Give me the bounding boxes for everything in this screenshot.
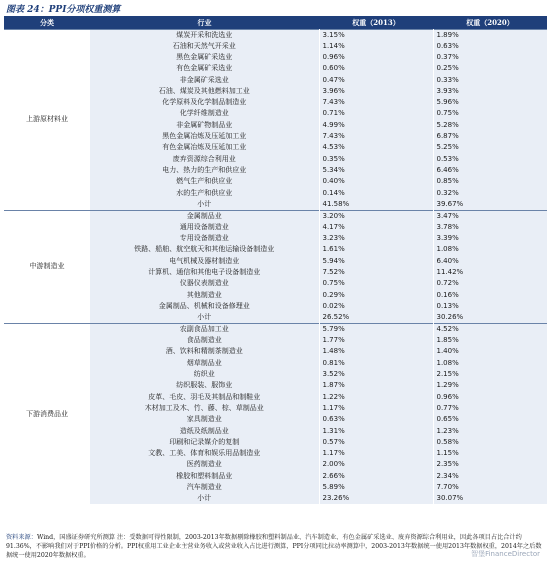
industry-cell: 非金属矿采选业 [90, 74, 319, 85]
industry-cell: 计算机、通信和其他电子设备制造业 [90, 267, 319, 278]
weight-2013-cell: 0.35% [319, 153, 433, 164]
subtotal-label: 小计 [90, 312, 319, 324]
weight-2013-cell: 0.75% [319, 278, 433, 289]
weight-2020-cell: 5.28% [433, 120, 547, 131]
weight-2013-cell: 3.20% [319, 210, 433, 222]
weight-2013-cell: 1.17% [319, 403, 433, 414]
industry-cell: 铁路、船舶、航空航天和其他运输设备制造业 [90, 244, 319, 255]
weight-2013-cell: 1.61% [319, 244, 433, 255]
industry-cell: 造纸及纸制品业 [90, 425, 319, 436]
weight-2020-cell: 0.85% [433, 176, 547, 187]
industry-cell: 仪器仪表制造业 [90, 278, 319, 289]
weight-2013-cell: 1.22% [319, 392, 433, 403]
weight-2020-cell: 6.87% [433, 131, 547, 142]
industry-cell: 通用设备制造业 [90, 222, 319, 233]
weight-2013-cell: 7.43% [319, 97, 433, 108]
industry-cell: 印刷和记录媒介的复制 [90, 437, 319, 448]
weight-2020-cell: 0.96% [433, 392, 547, 403]
subtotal-2020: 30.07% [433, 493, 547, 504]
industry-cell: 非金属矿物制品业 [90, 120, 319, 131]
weight-2013-cell: 0.02% [319, 301, 433, 312]
weight-2013-cell: 7.43% [319, 131, 433, 142]
industry-cell: 汽车制造业 [90, 482, 319, 493]
weight-2020-cell: 1.23% [433, 425, 547, 436]
table-row [4, 29, 547, 41]
industry-cell: 黑色金属冶炼及压延加工业 [90, 131, 319, 142]
weight-2013-cell: 0.40% [319, 176, 433, 187]
weight-2020-cell: 0.13% [433, 301, 547, 312]
weight-2020-cell: 2.15% [433, 369, 547, 380]
industry-cell: 医药制造业 [90, 459, 319, 470]
table-body [4, 29, 547, 504]
weight-2020-cell: 1.08% [433, 244, 547, 255]
weight-2020-cell: 3.78% [433, 222, 547, 233]
weight-2013-cell: 3.15% [319, 29, 433, 41]
weight-2020-cell: 0.72% [433, 278, 547, 289]
weight-2020-cell: 1.08% [433, 358, 547, 369]
table-row [4, 210, 547, 222]
weight-2013-cell: 0.14% [319, 187, 433, 198]
weight-2013-cell: 5.89% [319, 482, 433, 493]
source-label: 资料来源： [6, 534, 37, 541]
weight-2020-cell: 7.70% [433, 482, 547, 493]
weight-2020-cell: 3.47% [433, 210, 547, 222]
industry-cell: 纺织服装、服饰业 [90, 380, 319, 391]
industry-cell: 家具制造业 [90, 414, 319, 425]
weight-2020-cell: 0.75% [433, 108, 547, 119]
weight-2020-cell: 1.15% [433, 448, 547, 459]
industry-cell: 纺织业 [90, 369, 319, 380]
subtotal-label: 小计 [90, 493, 319, 504]
weight-2020-cell: 3.39% [433, 233, 547, 244]
weight-2013-cell: 1.14% [319, 41, 433, 52]
weight-2020-cell: 5.96% [433, 97, 547, 108]
header-industry: 行业 [90, 16, 319, 29]
weight-2013-cell: 0.60% [319, 63, 433, 74]
weight-2020-cell: 0.33% [433, 74, 547, 85]
industry-cell: 食品制造业 [90, 335, 319, 346]
industry-cell: 金属制品业 [90, 210, 319, 222]
source-text: Wind，国盛证券研究所测算 注：受数据可得性限制，2003-2013年数据剔除橡胶和塑料制品业、汽车制造业、有色金属矿采选业、废弃资源综合利用业，因此各项目占比合计约91.36%，不影响我们对于PPI价格的分析。PPI权重用工业企业主营业务收入或营业收入占比进行测算，PPI分项同比拉动率测算中，2003-2013年数据统一使用2013年数据权重，2014年之后数据统一使用2020年数据权重。 [6, 534, 542, 560]
weight-2013-cell: 5.79% [319, 324, 433, 336]
weight-2013-cell: 0.71% [319, 108, 433, 119]
weight-2020-cell: 1.89% [433, 29, 547, 41]
industry-cell: 燃气生产和供应业 [90, 176, 319, 187]
weight-2013-cell: 2.66% [319, 471, 433, 482]
weight-2020-cell: 4.52% [433, 324, 547, 336]
weight-2020-cell: 3.93% [433, 86, 547, 97]
subtotal-2013: 41.58% [319, 199, 433, 211]
weight-2013-cell: 0.81% [319, 358, 433, 369]
weight-2020-cell: 1.29% [433, 380, 547, 391]
category-cell: 上游原材料业 [26, 115, 68, 124]
weight-2013-cell: 1.17% [319, 448, 433, 459]
table-row [4, 324, 547, 336]
weight-2020-cell: 6.46% [433, 165, 547, 176]
weight-2020-cell: 0.25% [433, 63, 547, 74]
industry-cell: 化学原料及化学制品制造业 [90, 97, 319, 108]
industry-cell: 烟草制品业 [90, 358, 319, 369]
industry-cell: 有色金属矿采选业 [90, 63, 319, 74]
weight-2013-cell: 7.52% [319, 267, 433, 278]
header-category: 分类 [4, 16, 90, 29]
industry-cell: 酒、饮料和精制茶制造业 [90, 346, 319, 357]
weight-2020-cell: 0.37% [433, 52, 547, 63]
category-cell: 中游制造业 [29, 262, 65, 271]
subtotal-2020: 39.67% [433, 199, 547, 211]
header-weight-2013: 权重（2013） [319, 16, 433, 29]
weight-2020-cell: 0.63% [433, 41, 547, 52]
industry-cell: 其他制造业 [90, 289, 319, 300]
watermark: 智堡FinanceDirector [471, 550, 540, 558]
weight-2013-cell: 1.87% [319, 380, 433, 391]
weight-2020-cell: 1.85% [433, 335, 547, 346]
weight-2020-cell: 1.40% [433, 346, 547, 357]
weight-2020-cell: 0.65% [433, 414, 547, 425]
weight-2020-cell: 0.53% [433, 153, 547, 164]
weight-2020-cell: 0.77% [433, 403, 547, 414]
industry-cell: 文教、工美、体育和娱乐用品制造业 [90, 448, 319, 459]
industry-cell: 水的生产和供应业 [90, 187, 319, 198]
weight-2020-cell: 0.58% [433, 437, 547, 448]
weight-2013-cell: 3.96% [319, 86, 433, 97]
header-weight-2020: 权重（2020） [433, 16, 547, 29]
source-note [6, 533, 546, 561]
weight-2013-cell: 0.29% [319, 289, 433, 300]
weight-2013-cell: 2.00% [319, 459, 433, 470]
subtotal-label: 小计 [90, 199, 319, 211]
weight-2013-cell: 4.99% [319, 120, 433, 131]
industry-cell: 石油和天然气开采业 [90, 41, 319, 52]
weight-2013-cell: 0.96% [319, 52, 433, 63]
industry-cell: 电力、热力的生产和供应业 [90, 165, 319, 176]
industry-cell: 化学纤维制造业 [90, 108, 319, 119]
industry-cell: 有色金属冶炼及压延加工业 [90, 142, 319, 153]
industry-cell: 废弃资源综合利用业 [90, 153, 319, 164]
weight-2013-cell: 3.23% [319, 233, 433, 244]
figure-title: 图表 24：PPI分项权重测算 [6, 5, 121, 15]
weight-2020-cell: 5.25% [433, 142, 547, 153]
industry-cell: 专用设备制造业 [90, 233, 319, 244]
weight-2020-cell: 2.35% [433, 459, 547, 470]
industry-cell: 皮革、毛皮、羽毛及其制品和制鞋业 [90, 392, 319, 403]
weight-2020-cell: 0.16% [433, 289, 547, 300]
weight-2013-cell: 4.53% [319, 142, 433, 153]
industry-cell: 电气机械及器材制造业 [90, 256, 319, 267]
ppi-weight-table [4, 16, 548, 504]
weight-2013-cell: 0.57% [319, 437, 433, 448]
subtotal-2020: 30.26% [433, 312, 547, 324]
weight-2013-cell: 0.63% [319, 414, 433, 425]
subtotal-2013: 23.26% [319, 493, 433, 504]
weight-2013-cell: 1.77% [319, 335, 433, 346]
category-cell: 下游消费品业 [26, 409, 68, 418]
table-header-row [4, 16, 547, 29]
subtotal-2013: 26.52% [319, 312, 433, 324]
weight-2020-cell: 0.32% [433, 187, 547, 198]
weight-2020-cell: 2.34% [433, 471, 547, 482]
industry-cell: 金属制品、机械和设备修理业 [90, 301, 319, 312]
weight-2013-cell: 5.34% [319, 165, 433, 176]
weight-2013-cell: 1.48% [319, 346, 433, 357]
industry-cell: 木材加工及木、竹、藤、棕、草制品业 [90, 403, 319, 414]
weight-2020-cell: 6.40% [433, 256, 547, 267]
industry-cell: 石油、煤炭及其他燃料加工业 [90, 86, 319, 97]
industry-cell: 黑色金属矿采选业 [90, 52, 319, 63]
weight-2013-cell: 4.17% [319, 222, 433, 233]
weight-2013-cell: 0.47% [319, 74, 433, 85]
weight-2013-cell: 1.31% [319, 425, 433, 436]
weight-2013-cell: 3.52% [319, 369, 433, 380]
industry-cell: 煤炭开采和洗选业 [90, 29, 319, 41]
industry-cell: 农副食品加工业 [90, 324, 319, 336]
industry-cell: 橡胶和塑料制品业 [90, 471, 319, 482]
weight-2020-cell: 11.42% [433, 267, 547, 278]
weight-2013-cell: 5.94% [319, 256, 433, 267]
